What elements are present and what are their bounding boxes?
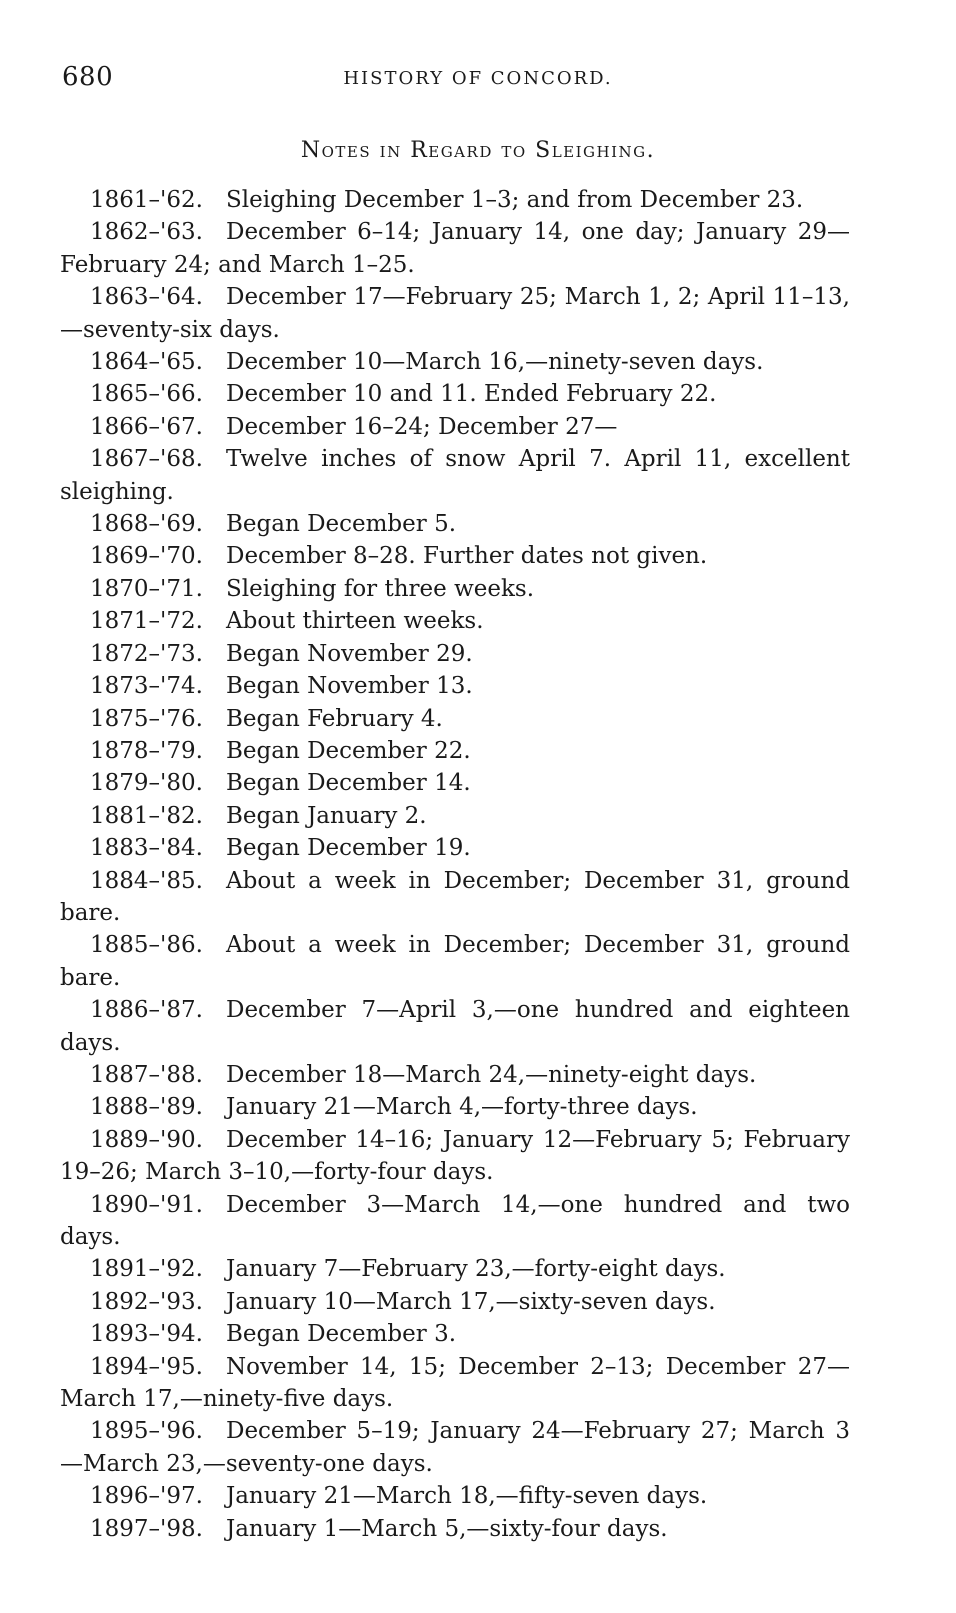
sleighing-entry (60, 865, 850, 930)
entry-year: 1896–'97. (90, 1483, 203, 1510)
sleighing-entry (60, 1253, 850, 1285)
entry-text: Began December 5. (226, 511, 457, 538)
entry-text: Began December 19. (226, 835, 471, 862)
entry-year: 1889–'90. (90, 1126, 203, 1153)
entry-text: January 7—February 23,—forty-eight days. (226, 1256, 726, 1283)
sleighing-entry (60, 670, 850, 702)
sleighing-entries (60, 184, 850, 1545)
entry-year: 1894–'95. (90, 1353, 203, 1380)
sleighing-entry (60, 1513, 850, 1545)
entry-text: December 16–24; December 27— (226, 413, 618, 440)
sleighing-entry (60, 735, 850, 767)
sleighing-entry (60, 638, 850, 670)
sleighing-entry (60, 929, 850, 994)
entry-text: December 7—April 3,—one hundred and eighteen days. (60, 997, 850, 1056)
sleighing-entry (60, 184, 850, 216)
entry-text: December 18—March 24,—ninety-eight days. (226, 1061, 757, 1088)
entry-year: 1865–'66. (90, 381, 203, 408)
sleighing-entry (60, 605, 850, 637)
sleighing-entry (60, 832, 850, 864)
entry-text: December 10—March 16,—ninety-seven days. (226, 349, 764, 376)
entry-text: Began February 4. (226, 705, 443, 732)
entry-year: 1861–'62. (90, 187, 203, 213)
sleighing-entry (60, 1091, 850, 1123)
entry-text: About thirteen weeks. (226, 608, 484, 635)
entry-year: 1890–'91. (90, 1191, 203, 1218)
entry-text: About a week in December; December 31, ground bare. (60, 932, 850, 991)
sleighing-entry (60, 573, 850, 605)
page-number: 680 (62, 62, 114, 92)
entry-year: 1885–'86. (90, 932, 203, 959)
entry-text: December 6–14; January 14, one day; January 29—February 24; and March 1–25. (60, 219, 850, 278)
entry-text: About a week in December; December 31, ground bare. (60, 867, 850, 926)
entry-text: Began December 14. (226, 770, 471, 797)
entry-year: 1868–'69. (90, 511, 203, 538)
sleighing-entry (60, 1286, 850, 1318)
sleighing-entry (60, 703, 850, 735)
entry-text: January 21—March 4,—forty-three days. (226, 1094, 698, 1121)
entry-year: 1869–'70. (90, 543, 203, 570)
entry-year: 1871–'72. (90, 608, 203, 635)
entry-year: 1873–'74. (90, 673, 203, 700)
entry-year: 1879–'80. (90, 770, 203, 797)
entry-text: Began December 22. (226, 737, 471, 764)
entry-year: 1888–'89. (90, 1094, 203, 1121)
sleighing-entry (60, 411, 850, 443)
entry-year: 1870–'71. (90, 575, 203, 602)
running-head: HISTORY OF CONCORD. (343, 68, 613, 89)
sleighing-entry (60, 508, 850, 540)
sleighing-entry (60, 1124, 850, 1189)
entry-text: Sleighing December 1–3; and from December 23. (226, 187, 804, 213)
sleighing-entry (60, 346, 850, 378)
sleighing-entry (60, 1415, 850, 1480)
entry-text: Twelve inches of snow April 7. April 11, excellent sleighing. (60, 446, 850, 505)
entry-year: 1881–'82. (90, 802, 203, 829)
entry-year: 1875–'76. (90, 705, 203, 732)
entry-year: 1892–'93. (90, 1288, 203, 1315)
entry-text: December 5–19; January 24—February 27; March 3—March 23,—seventy-one days. (60, 1418, 850, 1477)
entry-year: 1891–'92. (90, 1256, 203, 1283)
entry-year: 1884–'85. (90, 867, 203, 894)
entry-text: December 3—March 14,—one hundred and two days. (60, 1191, 850, 1250)
entry-year: 1893–'94. (90, 1321, 203, 1348)
sleighing-entry (60, 1059, 850, 1091)
entry-text: Sleighing for three weeks. (226, 575, 535, 602)
sleighing-entry (60, 1189, 850, 1254)
entry-year: 1866–'67. (90, 413, 203, 440)
sleighing-entry (60, 443, 850, 508)
sleighing-entry (60, 994, 850, 1059)
sleighing-entry (60, 540, 850, 572)
entry-text: December 10 and 11. Ended February 22. (226, 381, 717, 408)
section-title: Notes in Regard to Sleighing. (300, 138, 656, 163)
entry-text: December 14–16; January 12—February 5; February 19–26; March 3–10,—forty-four days. (60, 1126, 850, 1186)
sleighing-entry (60, 1318, 850, 1350)
entry-year: 1872–'73. (90, 640, 203, 667)
sleighing-entry (60, 800, 850, 832)
sleighing-entry (60, 1351, 850, 1416)
sleighing-entry (60, 767, 850, 799)
sleighing-entry (60, 1480, 850, 1512)
entry-year: 1887–'88. (90, 1061, 203, 1088)
entry-text: Began November 13. (226, 673, 473, 700)
entry-text: November 14, 15; December 2–13; December 27—March 17,—ninety-five days. (60, 1353, 850, 1413)
entry-text: January 10—March 17,—sixty-seven days. (226, 1288, 716, 1315)
sleighing-entry (60, 281, 850, 346)
entry-text: January 21—March 18,—fifty-seven days. (226, 1483, 708, 1510)
entry-year: 1895–'96. (90, 1418, 203, 1445)
entry-text: January 1—March 5,—sixty-four days. (226, 1515, 668, 1542)
entry-year: 1886–'87. (90, 997, 203, 1024)
entry-text: Began November 29. (226, 640, 473, 667)
sleighing-entry (60, 216, 850, 281)
entry-year: 1897–'98. (90, 1515, 203, 1542)
entry-text: December 8–28. Further dates not given. (226, 543, 708, 570)
sleighing-entry (60, 378, 850, 410)
entry-year: 1863–'64. (90, 284, 203, 311)
entry-text: December 17—February 25; March 1, 2; April 11–13,—seventy-six days. (60, 284, 850, 343)
entry-year: 1878–'79. (90, 737, 203, 764)
entry-year: 1883–'84. (90, 835, 203, 862)
entry-text: Began January 2. (226, 802, 427, 829)
entry-year: 1864–'65. (90, 349, 203, 376)
entry-year: 1862–'63. (90, 219, 203, 246)
entry-year: 1867–'68. (90, 446, 203, 473)
entry-text: Began December 3. (226, 1321, 457, 1348)
